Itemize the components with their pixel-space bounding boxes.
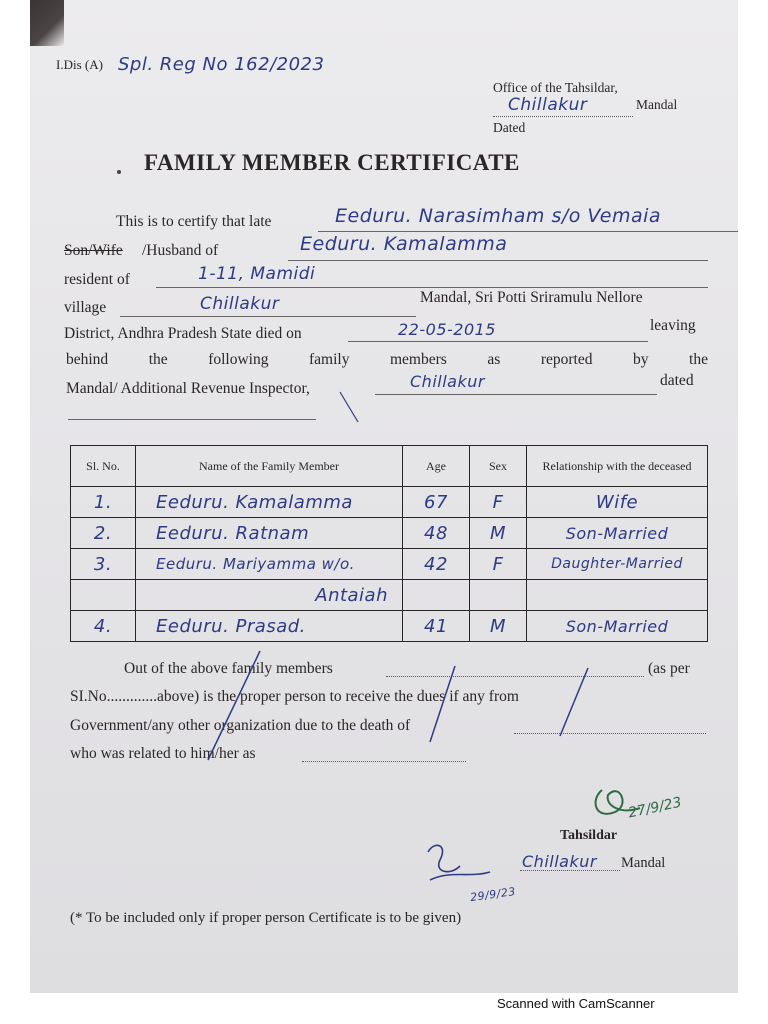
lower-p1b: (as per — [648, 660, 690, 677]
row-sl: 4. — [71, 611, 136, 642]
resident-of-label: resident of — [64, 271, 130, 288]
row-sl: 2. — [71, 518, 136, 549]
lower-p3: Government/any other organization due to the death of — [70, 717, 411, 734]
signature-date: 27/9/23 — [626, 794, 684, 822]
office-mandal-label: Mandal — [636, 97, 678, 112]
row-name: Eeduru. Kamalamma — [136, 487, 403, 518]
row-age: 67 — [403, 487, 470, 518]
lower-p4: who was related to him/her as — [70, 745, 256, 762]
row-relation: Son-Married — [527, 518, 708, 549]
row-age: 48 — [403, 518, 470, 549]
ref-printed: I.Dis (A) — [56, 57, 103, 72]
death-date: 22-05-2015 — [398, 320, 496, 339]
pen-strike-3 — [560, 668, 588, 736]
office-label: Office of the Tahsildar, — [493, 80, 618, 95]
village-name: Chillakur — [200, 294, 280, 314]
row-age: 42 — [403, 549, 470, 580]
dated-word: dated — [660, 372, 694, 389]
header-sl-no: Sl. No. — [71, 446, 136, 487]
row-name-continuation: Antaiah — [136, 580, 403, 611]
behind-word-2: the — [148, 351, 168, 368]
son-wife-struck: Son/Wife — [64, 242, 123, 259]
header-sex: Sex — [470, 446, 527, 487]
lower-p1a: Out of the above family members — [124, 660, 333, 677]
header-relationship: Relationship with the deceased — [527, 446, 708, 487]
footnote: (* To be included only if proper person Certificate is to be given) — [70, 910, 462, 926]
certify-prefix: This is to certify that late — [116, 213, 272, 230]
row-sl: 3. — [71, 549, 136, 580]
row-sl: 1. — [71, 487, 136, 518]
inspector-line: Mandal/ Additional Revenue Inspector, — [66, 380, 310, 397]
row-name: Eeduru. Prasad. — [136, 611, 403, 642]
initials-scribble — [428, 845, 490, 880]
office-mandal-hand: Chillakur — [508, 95, 588, 115]
deceased-name: Eeduru. Narasimham s/o Vemaia — [335, 205, 662, 227]
signature-mandal-hand: Chillakur — [522, 852, 597, 871]
row-sex: M — [470, 518, 527, 549]
mandal-district: Mandal, Sri Potti Sriramulu Nellore — [420, 289, 643, 306]
behind-word-7: reported — [540, 351, 593, 368]
husband-of-label: /Husband of — [142, 242, 219, 259]
behind-word-1: behind — [66, 351, 109, 368]
row-sex: F — [470, 549, 527, 580]
pen-strike-1 — [208, 651, 260, 760]
row-name: Eeduru. Ratnam — [136, 518, 403, 549]
ref-handwritten: Spl. Reg No 162/2023 — [118, 54, 325, 75]
row-relation: Wife — [527, 487, 708, 518]
address-value: 1-11, Mamidi — [198, 264, 316, 284]
behind-word-9: the — [689, 351, 708, 368]
pen-strike-2 — [430, 666, 455, 742]
header-age: Age — [403, 446, 470, 487]
lower-p2: SI.No.............above) is the proper person to receive the dues if any from — [70, 688, 519, 705]
initials-date: 29/9/23 — [469, 884, 517, 905]
scan-margin — [0, 0, 30, 1024]
dated-label: Dated — [493, 120, 526, 135]
tahsildar-label: Tahsildar — [560, 828, 618, 843]
row-name: Eeduru. Mariyamma w/o. — [136, 549, 403, 580]
behind-word-4: family — [309, 351, 350, 368]
behind-word-5: members — [390, 351, 447, 368]
pen-tick — [340, 392, 358, 422]
row-relation: Son-Married — [527, 611, 708, 642]
behind-word-8: by — [632, 351, 649, 368]
page-title: FAMILY MEMBER CERTIFICATE — [144, 150, 520, 175]
row-relation: Daughter-Married — [527, 549, 708, 580]
village-label: village — [64, 299, 107, 316]
row-sex: F — [470, 487, 527, 518]
behind-word-3: following — [208, 351, 269, 368]
scanner-watermark: Scanned with CamScanner — [497, 996, 655, 1011]
pen-strikes — [30, 0, 738, 993]
district-line: District, Andhra Pradesh State died on — [64, 325, 302, 342]
spouse-name: Eeduru. Kamalamma — [300, 233, 508, 255]
row-sex: M — [470, 611, 527, 642]
header-member-name: Name of the Family Member — [136, 446, 403, 487]
scan-shadow-corner — [30, 0, 64, 46]
behind-word-6: as — [487, 351, 501, 368]
signature-mandal-label: Mandal — [621, 855, 666, 871]
row-age: 41 — [403, 611, 470, 642]
leaving-label: leaving — [650, 317, 696, 334]
inspector-place: Chillakur — [410, 372, 485, 391]
certificate-page — [30, 0, 738, 993]
